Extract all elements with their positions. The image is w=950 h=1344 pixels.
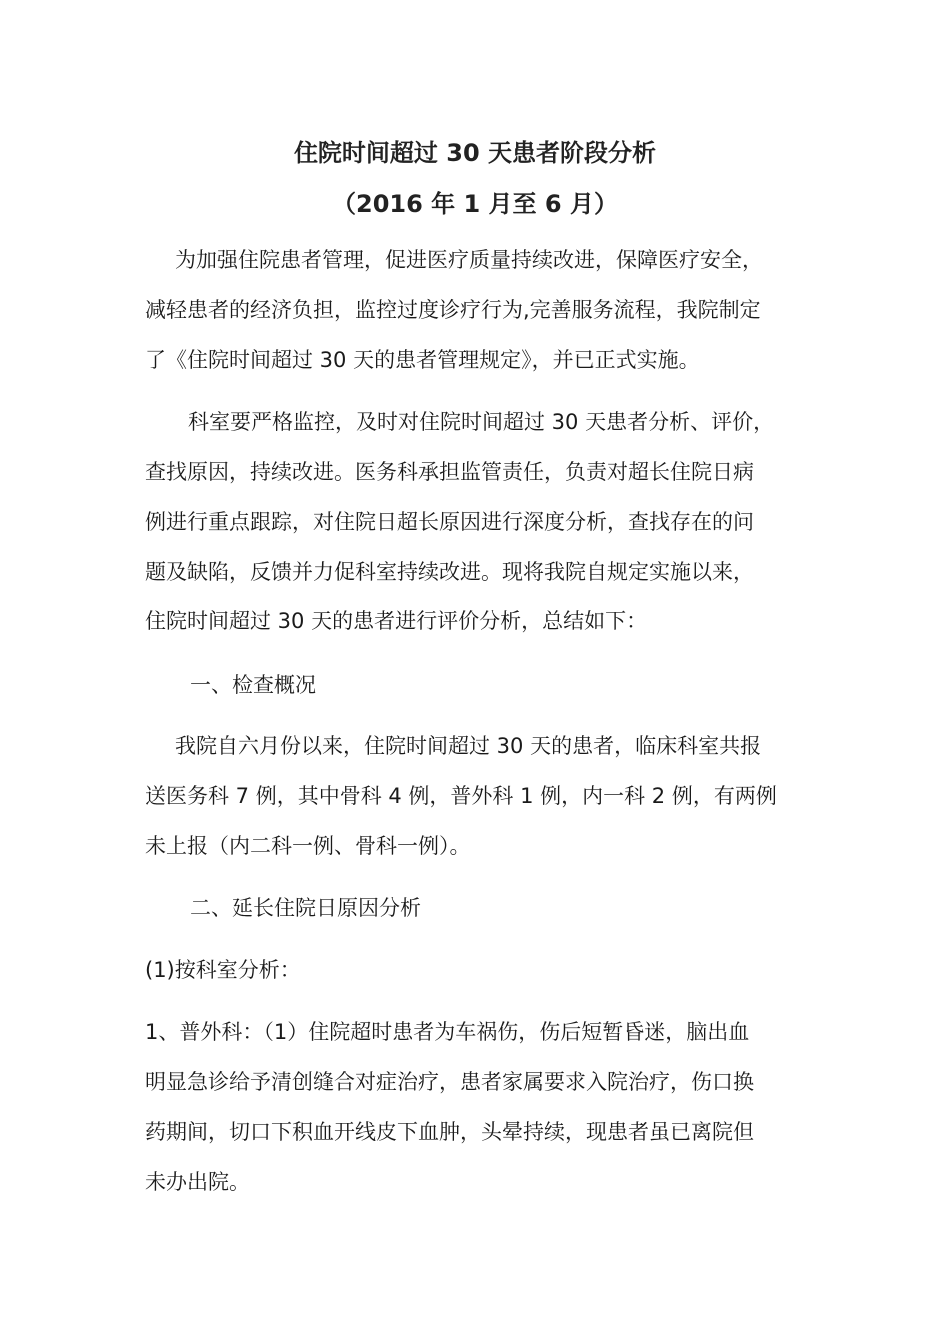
paragraph-line: 明显急诊给予清创缝合对症治疗，患者家属要求入院治疗，伤口换 bbox=[145, 1070, 754, 1094]
paragraph-line: 药期间，切口下积血开线皮下血肿，头晕持续，现患者虽已离院但 bbox=[145, 1120, 754, 1144]
paragraph-line: 1、普外科：（1）住院超时患者为车祸伤，伤后短暂昏迷，脑出血 bbox=[145, 1020, 750, 1044]
document-title: 住院时间超过 30 天患者阶段分析 bbox=[293, 139, 657, 167]
section-heading-overview: 一、检查概况 bbox=[190, 673, 316, 697]
paragraph-line: 为加强住院患者管理，促进医疗质量持续改进，保障医疗安全， bbox=[175, 248, 763, 272]
paragraph-line: 我院自六月份以来，住院时间超过 30 天的患者，临床科室共报 bbox=[175, 734, 762, 758]
paragraph-line: 科室要严格监控，及时对住院时间超过 30 天患者分析、评价， bbox=[188, 410, 775, 434]
paragraph-line: 了《住院时间超过 30 天的患者管理规定》，并已正式实施。 bbox=[145, 348, 700, 372]
subsection-heading: (1)按科室分析： bbox=[145, 958, 301, 982]
paragraph-line: 未办出院。 bbox=[145, 1170, 250, 1194]
paragraph-line: 例进行重点跟踪，对住院日超长原因进行深度分析，查找存在的问 bbox=[145, 510, 754, 534]
paragraph-line: 送医务科 7 例，其中骨科 4 例，普外科 1 例，内一科 2 例，有两例 bbox=[145, 784, 777, 808]
paragraph-line: 查找原因，持续改进。医务科承担监管责任，负责对超长住院日病 bbox=[145, 460, 754, 484]
document-subtitle: （2016 年 1 月至 6 月） bbox=[332, 190, 618, 218]
paragraph-line: 题及缺陷，反馈并力促科室持续改进。现将我院自规定实施以来， bbox=[145, 560, 754, 584]
paragraph-line: 未上报（内二科一例、骨科一例）。 bbox=[145, 834, 471, 858]
paragraph-line: 减轻患者的经济负担，监控过度诊疗行为,完善服务流程，我院制定 bbox=[145, 298, 761, 322]
section-heading-analysis: 二、延长住院日原因分析 bbox=[190, 896, 421, 920]
paragraph-line: 住院时间超过 30 天的患者进行评价分析，总结如下： bbox=[145, 609, 648, 633]
